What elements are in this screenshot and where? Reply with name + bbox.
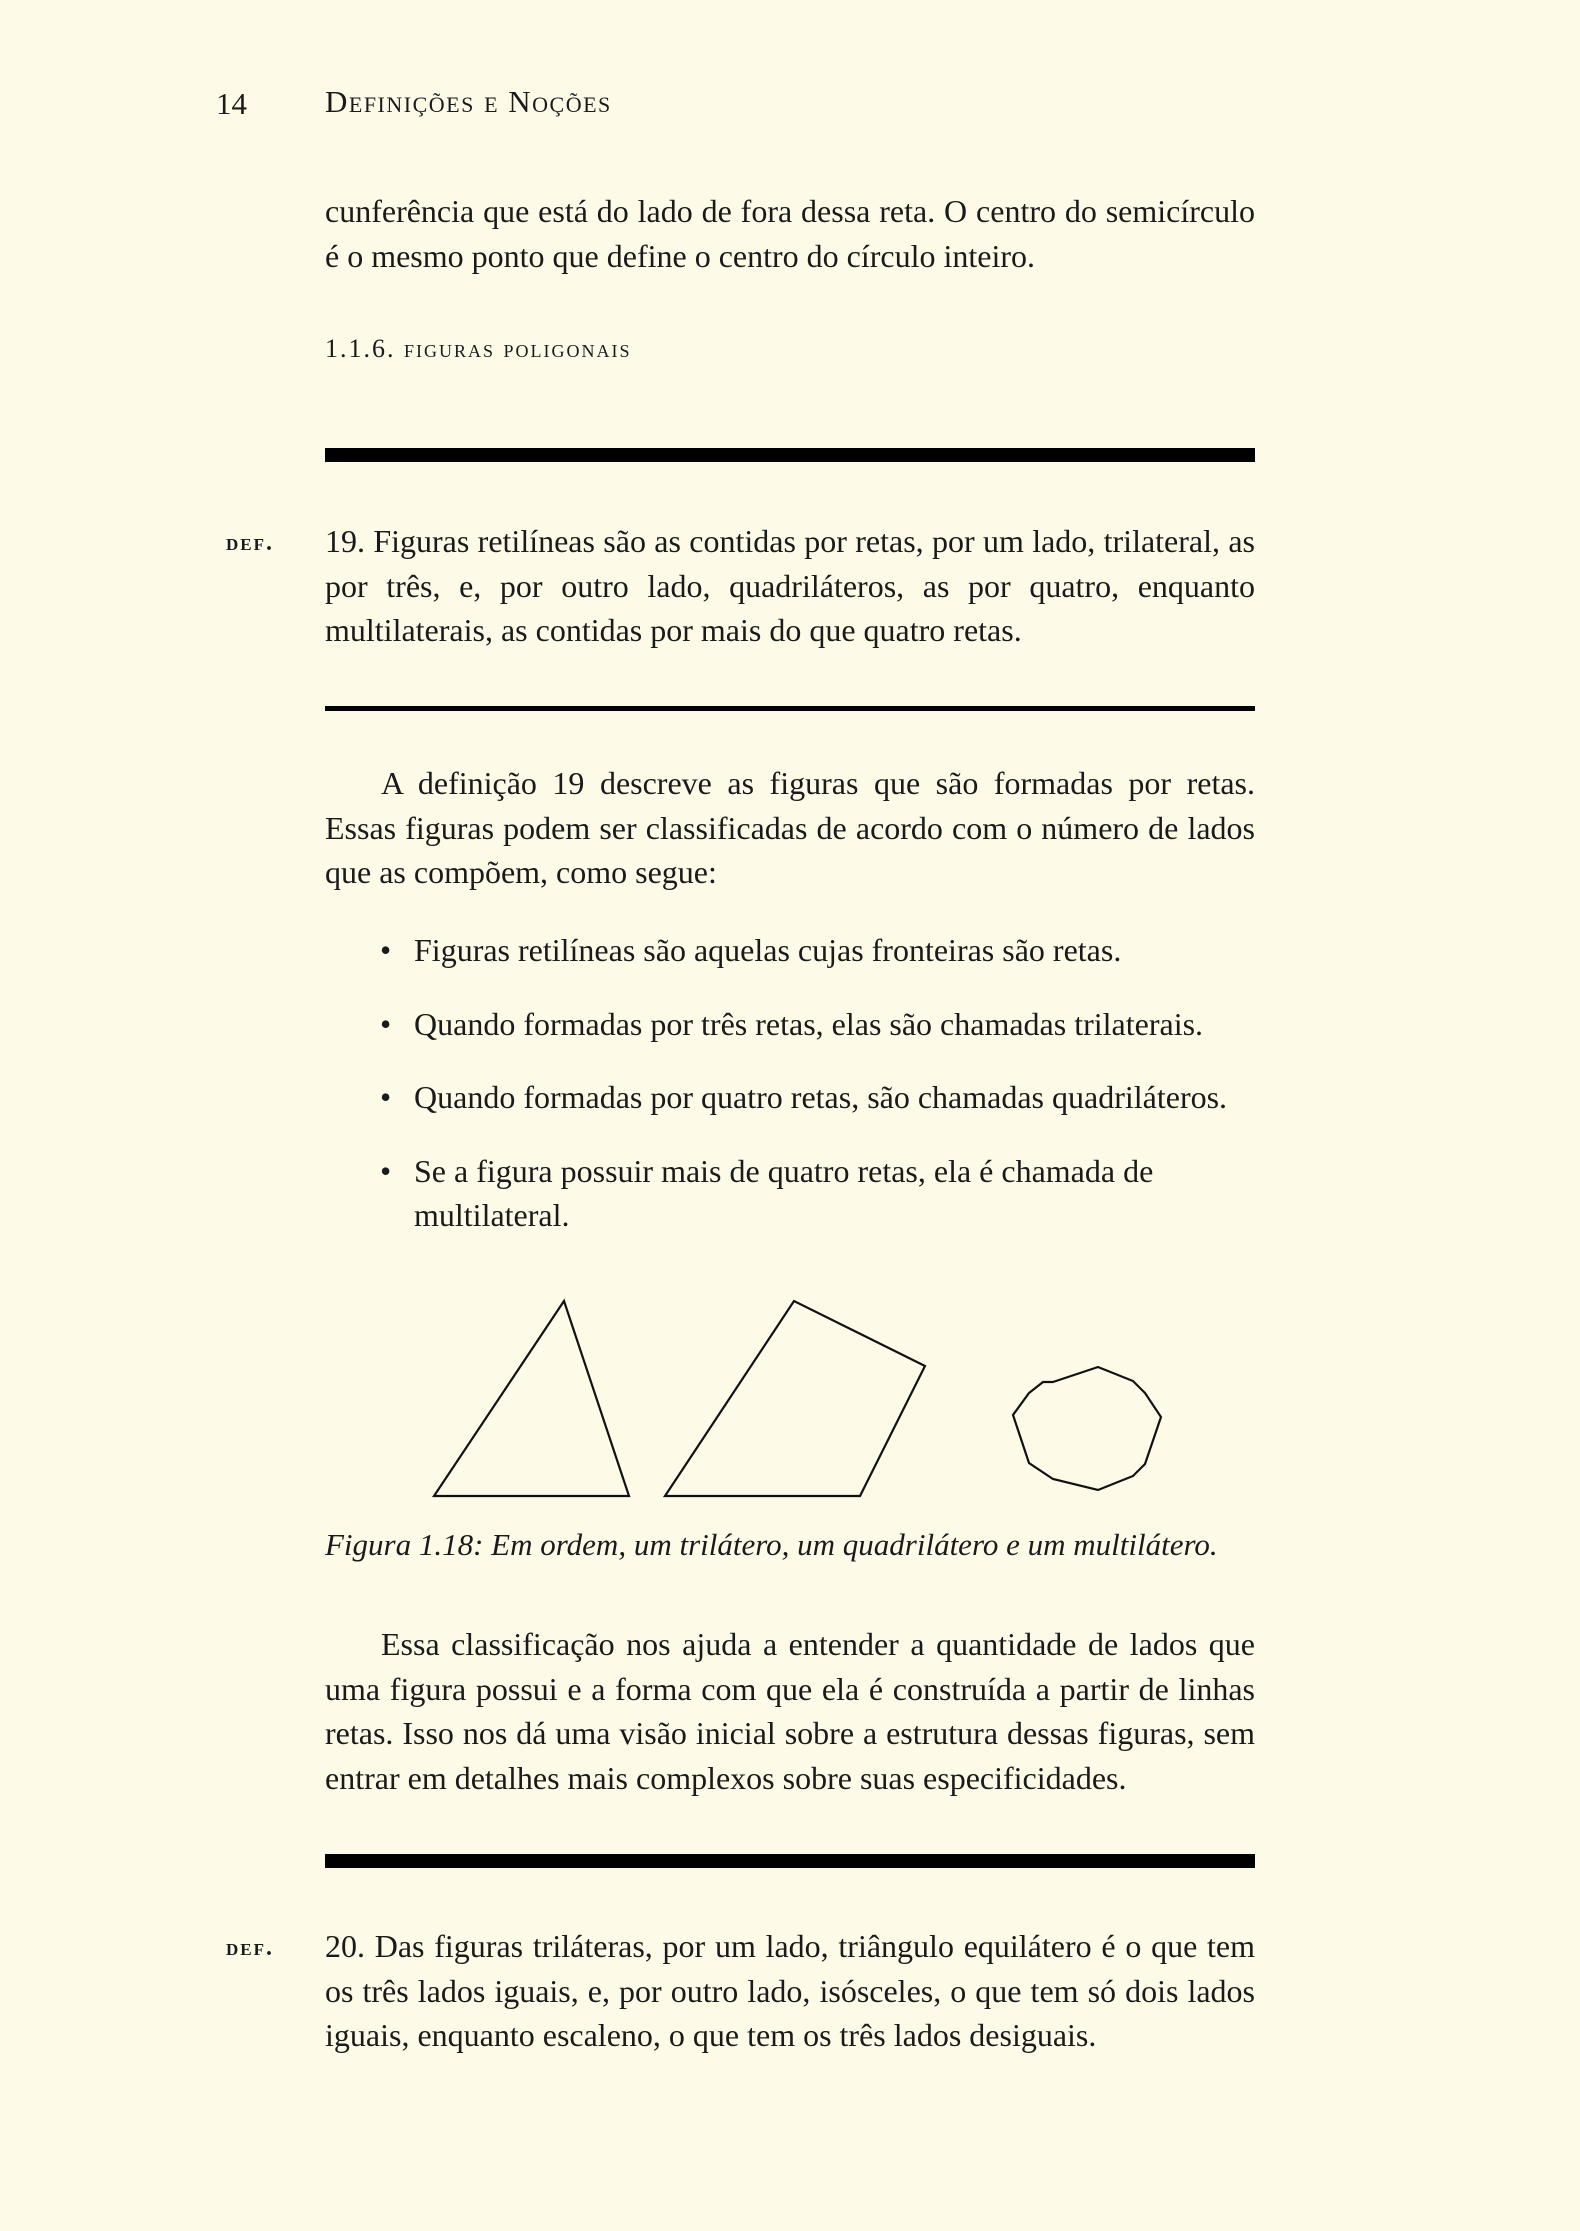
- intro-paragraph-text: cunferência que está do lado de fora dessa reta. O centro do semicírculo é o mesmo ponto que define o centro do círculo inteiro.: [325, 193, 1255, 274]
- triangle-icon: [434, 1301, 629, 1496]
- polygon-figure: [420, 1290, 1180, 1510]
- list-item: • Figuras retilíneas são aquelas cujas fronteiras são retas.: [380, 928, 1260, 973]
- closing-paragraph: [325, 1622, 1255, 1800]
- list-item: • Quando formadas por quatro retas, são chamadas quadriláteros.: [380, 1075, 1260, 1120]
- decagon-icon: [1013, 1367, 1161, 1490]
- page-number: 14: [216, 86, 247, 121]
- explanation-paragraph: [325, 761, 1255, 895]
- definition-top-rule-2: [325, 1854, 1255, 1868]
- closing-paragraph-text: Essa classificação nos ajuda a entender a quantidade de lados que uma figura possui e a forma com que ela é construída a partir de linhas retas. Isso nos dá uma visão inicial sobre a estrutura dessas figuras, sem entrar em detalhes mais complexos sobre suas especificidades.: [325, 1626, 1255, 1796]
- list-item: • Quando formadas por três retas, elas são chamadas trilaterais.: [380, 1002, 1260, 1047]
- definition-bottom-rule: [325, 706, 1255, 711]
- quadrilateral-icon: [665, 1301, 925, 1496]
- intro-paragraph: [325, 189, 1255, 278]
- definition-19: [325, 519, 1255, 653]
- running-title: Definições e Noções: [325, 84, 612, 119]
- definition-top-rule: [325, 448, 1255, 462]
- section-heading: 1.1.6. figuras poligonais: [325, 334, 632, 363]
- definition-20-text: 20. Das figuras triláteras, por um lado, triângulo equilátero é o que tem os três lados iguais, e, por outro lado, isósceles, o que tem só dois lados iguais, enquanto escaleno, o que tem os três lados desiguais.: [325, 1928, 1255, 2053]
- list-item: • Se a figura possuir mais de quatro retas, ela é chamada de multilateral.: [380, 1149, 1260, 1238]
- explanation-paragraph-text: A definição 19 descreve as figuras que são formadas por retas. Essas figuras podem ser classificadas de acordo com o número de lados que as compõem, como segue:: [325, 765, 1255, 890]
- classification-list: [380, 928, 1260, 1238]
- definition-label-20: def.: [226, 1935, 274, 1961]
- definition-label-19: def.: [226, 530, 274, 556]
- definition-19-text: 19. Figuras retilíneas são as contidas por retas, por um lado, trilateral, as por três, e, por outro lado, quadriláteros, as por quatro, enquanto multilaterais, as contidas por mais do que quatro retas.: [325, 523, 1255, 648]
- definition-20: [325, 1924, 1255, 2058]
- figure-caption: Figura 1.18: Em ordem, um trilátero, um quadrilátero e um multilátero.: [325, 1527, 1218, 1562]
